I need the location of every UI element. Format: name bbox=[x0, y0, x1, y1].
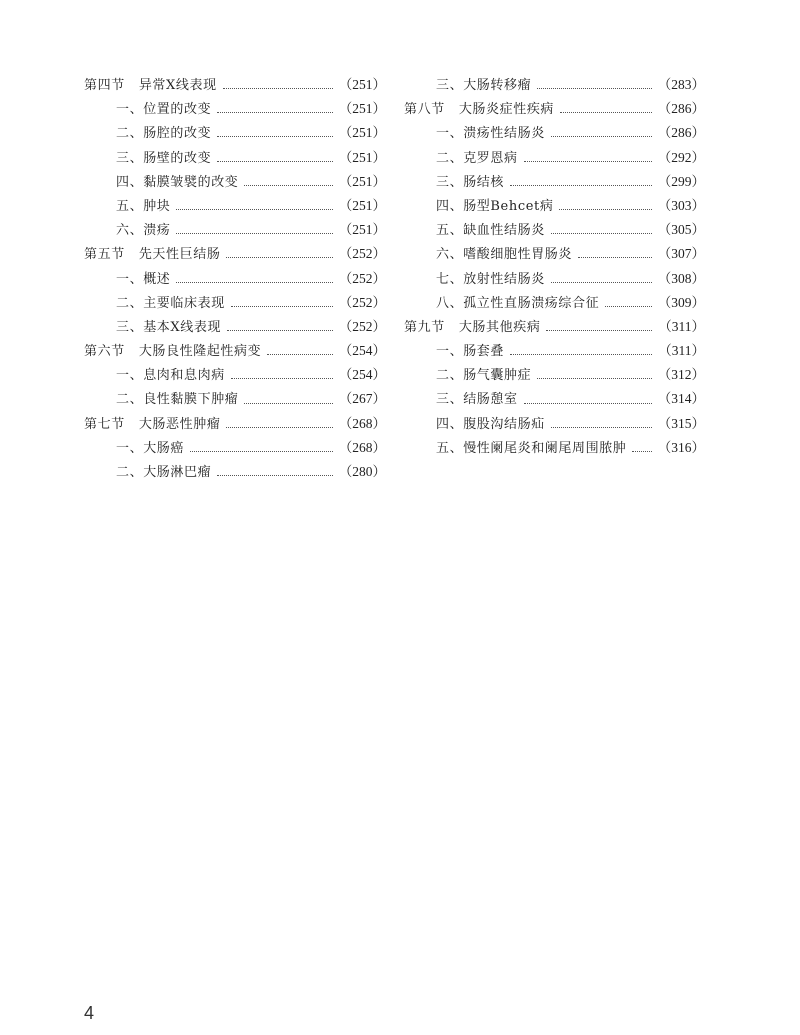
entry-page-number: （251） bbox=[338, 125, 386, 141]
toc-entry-label bbox=[84, 171, 238, 190]
entry-page-number: （251） bbox=[338, 222, 386, 238]
entry-title: 八、孤立性直肠溃疡综合征 bbox=[436, 295, 600, 311]
entry-title: 四、腹股沟结肠疝 bbox=[436, 416, 545, 432]
toc-item-entry bbox=[404, 121, 705, 145]
entry-title: 大肠其他疾病 bbox=[458, 319, 541, 335]
toc-item-entry bbox=[84, 363, 386, 387]
entry-page-number: （283） bbox=[657, 77, 705, 92]
toc-section-entry bbox=[84, 73, 386, 97]
dot-leader bbox=[605, 305, 652, 307]
toc-entry-label bbox=[404, 171, 504, 190]
entry-page-number: （311） bbox=[658, 318, 705, 334]
dot-leader bbox=[176, 232, 332, 234]
entry-page-number: （308） bbox=[657, 270, 705, 286]
entry-page-number: （314） bbox=[657, 391, 705, 407]
section-number: 第八节 bbox=[404, 102, 445, 118]
entry-title: 一、大肠癌 bbox=[116, 440, 185, 456]
page-number: 4 bbox=[84, 1003, 95, 1023]
entry-title: 异常X线表现 bbox=[138, 78, 217, 93]
dot-leader bbox=[551, 426, 652, 428]
entry-page-number: （252） bbox=[338, 246, 386, 262]
toc-section-entry bbox=[404, 97, 705, 121]
toc-entry-label bbox=[404, 364, 531, 383]
toc-entry-label bbox=[84, 268, 170, 287]
toc-entry-label bbox=[84, 243, 220, 262]
toc-entry-label bbox=[84, 98, 211, 117]
dot-leader bbox=[217, 111, 333, 113]
entry-title: 四、肠型Behcet病 bbox=[436, 198, 554, 214]
dot-leader bbox=[217, 135, 333, 137]
toc-item-entry bbox=[404, 242, 705, 266]
toc-entry-label bbox=[84, 413, 220, 432]
entry-title: 大肠炎症性疾病 bbox=[458, 102, 555, 118]
toc-entry-label bbox=[404, 316, 540, 335]
entry-title: 一、位置的改变 bbox=[116, 102, 212, 118]
dot-leader bbox=[223, 87, 333, 89]
toc-item-entry bbox=[84, 194, 386, 218]
entry-title: 三、肠结核 bbox=[436, 174, 505, 190]
entry-title: 一、溃疡性结肠炎 bbox=[436, 126, 545, 142]
toc-entry-label bbox=[84, 461, 211, 480]
toc-item-entry bbox=[84, 436, 386, 460]
toc-entry-label bbox=[404, 243, 572, 262]
entry-title: 四、黏膜皱襞的改变 bbox=[116, 174, 239, 190]
toc-entry-label bbox=[84, 437, 184, 456]
entry-page-number: （316） bbox=[657, 439, 705, 455]
section-number: 第六节 bbox=[84, 344, 125, 360]
toc-entry-label bbox=[404, 98, 554, 117]
entry-title: 大肠良性隆起性病变 bbox=[138, 344, 262, 360]
entry-page-number: （251） bbox=[338, 149, 386, 165]
toc-entry-label bbox=[404, 340, 504, 359]
toc-item-entry bbox=[404, 339, 705, 363]
toc-item-entry bbox=[404, 412, 705, 436]
entry-title: 二、良性黏膜下肿瘤 bbox=[116, 392, 239, 408]
entry-page-number: （254） bbox=[338, 343, 386, 359]
dot-leader bbox=[537, 87, 652, 89]
section-number: 第五节 bbox=[84, 247, 125, 263]
dot-leader bbox=[632, 450, 651, 452]
entry-page-number: （268） bbox=[338, 439, 386, 455]
dot-leader bbox=[267, 353, 333, 355]
dot-leader bbox=[244, 184, 332, 186]
entry-title: 大肠恶性肿瘤 bbox=[138, 416, 221, 432]
toc-entry-label bbox=[84, 316, 221, 335]
entry-title: 一、息肉和息肉病 bbox=[116, 368, 225, 384]
toc-item-entry bbox=[84, 97, 386, 121]
entry-title: 先天性巨结肠 bbox=[138, 247, 221, 263]
toc-entry-label bbox=[404, 413, 545, 432]
entry-title: 二、主要临床表现 bbox=[116, 295, 225, 311]
entry-title: 五、缺血性结肠炎 bbox=[436, 223, 545, 239]
entry-page-number: （254） bbox=[338, 367, 386, 383]
dot-leader bbox=[244, 402, 332, 404]
toc-entry-label bbox=[84, 340, 261, 359]
toc-entry-label bbox=[84, 147, 211, 166]
entry-page-number: （252） bbox=[338, 270, 386, 286]
toc-entry-label bbox=[84, 388, 238, 407]
entry-page-number: （299） bbox=[657, 173, 705, 189]
entry-page-number: （311） bbox=[658, 343, 705, 359]
toc-entry-label bbox=[404, 147, 518, 166]
dot-leader bbox=[551, 281, 652, 283]
toc-item-entry bbox=[84, 146, 386, 170]
dot-leader bbox=[217, 160, 333, 162]
dot-leader bbox=[510, 353, 652, 355]
entry-title: 三、基本X线表现 bbox=[116, 319, 222, 335]
toc-entry-label bbox=[404, 219, 545, 238]
dot-leader bbox=[560, 111, 652, 113]
entry-title: 五、肿块 bbox=[116, 198, 171, 214]
toc-item-entry bbox=[404, 73, 705, 97]
entry-page-number: （292） bbox=[657, 149, 705, 165]
entry-title: 二、肠腔的改变 bbox=[116, 126, 212, 142]
entry-page-number: （315） bbox=[657, 415, 705, 431]
toc-entry-label bbox=[84, 122, 211, 141]
toc-entry-label bbox=[404, 122, 545, 141]
entry-page-number: （286） bbox=[657, 101, 705, 117]
entry-page-number: （252） bbox=[338, 294, 386, 310]
toc-item-entry bbox=[84, 291, 386, 315]
dot-leader bbox=[551, 232, 652, 234]
toc-right-column bbox=[404, 73, 705, 460]
entry-title: 六、溃疡 bbox=[116, 223, 171, 239]
entry-title: 三、结肠憩室 bbox=[436, 392, 518, 408]
toc-entry-label bbox=[84, 74, 217, 93]
toc-entry-label bbox=[84, 364, 225, 383]
dot-leader bbox=[524, 160, 652, 162]
entry-page-number: （252） bbox=[338, 318, 386, 334]
entry-title: 二、克罗恩病 bbox=[436, 150, 518, 166]
dot-leader bbox=[176, 208, 332, 210]
dot-leader bbox=[559, 208, 651, 210]
toc-entry-label bbox=[404, 195, 553, 214]
dot-leader bbox=[227, 329, 333, 331]
toc-left-column bbox=[84, 73, 386, 484]
entry-page-number: （251） bbox=[338, 77, 386, 92]
entry-title: 三、大肠转移瘤 bbox=[436, 78, 532, 93]
toc-item-entry bbox=[404, 194, 705, 218]
toc-item-entry bbox=[84, 267, 386, 291]
entry-page-number: （251） bbox=[338, 197, 386, 213]
entry-page-number: （309） bbox=[657, 294, 705, 310]
entry-page-number: （303） bbox=[657, 197, 705, 213]
toc-section-entry bbox=[404, 315, 705, 339]
toc-item-entry bbox=[84, 387, 386, 411]
dot-leader bbox=[176, 281, 332, 283]
toc-entry-label bbox=[404, 388, 518, 407]
dot-leader bbox=[546, 329, 652, 331]
entry-page-number: （307） bbox=[657, 246, 705, 262]
toc-entry-label bbox=[404, 268, 545, 287]
toc-item-entry bbox=[84, 121, 386, 145]
dot-leader bbox=[578, 256, 652, 258]
toc-item-entry bbox=[404, 267, 705, 291]
toc-item-entry bbox=[404, 146, 705, 170]
toc-item-entry bbox=[404, 436, 705, 460]
entry-title: 三、肠壁的改变 bbox=[116, 150, 212, 166]
section-number: 第七节 bbox=[84, 416, 125, 432]
entry-page-number: （312） bbox=[657, 367, 705, 383]
toc-entry-label bbox=[84, 292, 225, 311]
dot-leader bbox=[231, 305, 333, 307]
toc-entry-label bbox=[404, 437, 626, 456]
entry-page-number: （286） bbox=[657, 125, 705, 141]
entry-page-number: （280） bbox=[338, 464, 386, 479]
toc-item-entry bbox=[84, 315, 386, 339]
dot-leader bbox=[226, 426, 332, 428]
section-number: 第九节 bbox=[404, 319, 445, 335]
entry-title: 六、嗜酸细胞性胃肠炎 bbox=[436, 247, 573, 263]
toc-entry-label bbox=[404, 292, 599, 311]
entry-title: 一、肠套叠 bbox=[436, 344, 505, 360]
entry-title: 一、概述 bbox=[116, 271, 171, 287]
toc-item-entry bbox=[404, 291, 705, 315]
toc-item-entry bbox=[404, 218, 705, 242]
entry-title: 七、放射性结肠炎 bbox=[436, 271, 545, 287]
entry-page-number: （267） bbox=[338, 391, 386, 407]
dot-leader bbox=[537, 377, 652, 379]
entry-title: 二、大肠淋巴瘤 bbox=[116, 465, 212, 480]
toc-section-entry bbox=[84, 412, 386, 436]
dot-leader bbox=[231, 377, 333, 379]
entry-page-number: （268） bbox=[338, 415, 386, 431]
dot-leader bbox=[524, 402, 652, 404]
toc-item-entry bbox=[404, 387, 705, 411]
toc-entry-label bbox=[84, 195, 170, 214]
dot-leader bbox=[217, 474, 333, 476]
section-number: 第四节 bbox=[84, 78, 125, 93]
toc-entry-label bbox=[84, 219, 170, 238]
toc-item-entry bbox=[404, 363, 705, 387]
entry-page-number: （251） bbox=[338, 101, 386, 117]
dot-leader bbox=[190, 450, 333, 452]
entry-title: 二、肠气囊肿症 bbox=[436, 368, 532, 384]
dot-leader bbox=[226, 256, 332, 258]
toc-item-entry bbox=[404, 170, 705, 194]
entry-page-number: （305） bbox=[657, 222, 705, 238]
toc-entry-label bbox=[404, 74, 531, 93]
toc-section-entry bbox=[84, 242, 386, 266]
dot-leader bbox=[551, 135, 652, 137]
toc-item-entry bbox=[84, 460, 386, 484]
entry-page-number: （251） bbox=[338, 173, 386, 189]
toc-item-entry bbox=[84, 170, 386, 194]
toc-item-entry bbox=[84, 218, 386, 242]
toc-section-entry bbox=[84, 339, 386, 363]
entry-title: 五、慢性阑尾炎和阑尾周围脓肿 bbox=[436, 440, 627, 456]
dot-leader bbox=[510, 184, 652, 186]
